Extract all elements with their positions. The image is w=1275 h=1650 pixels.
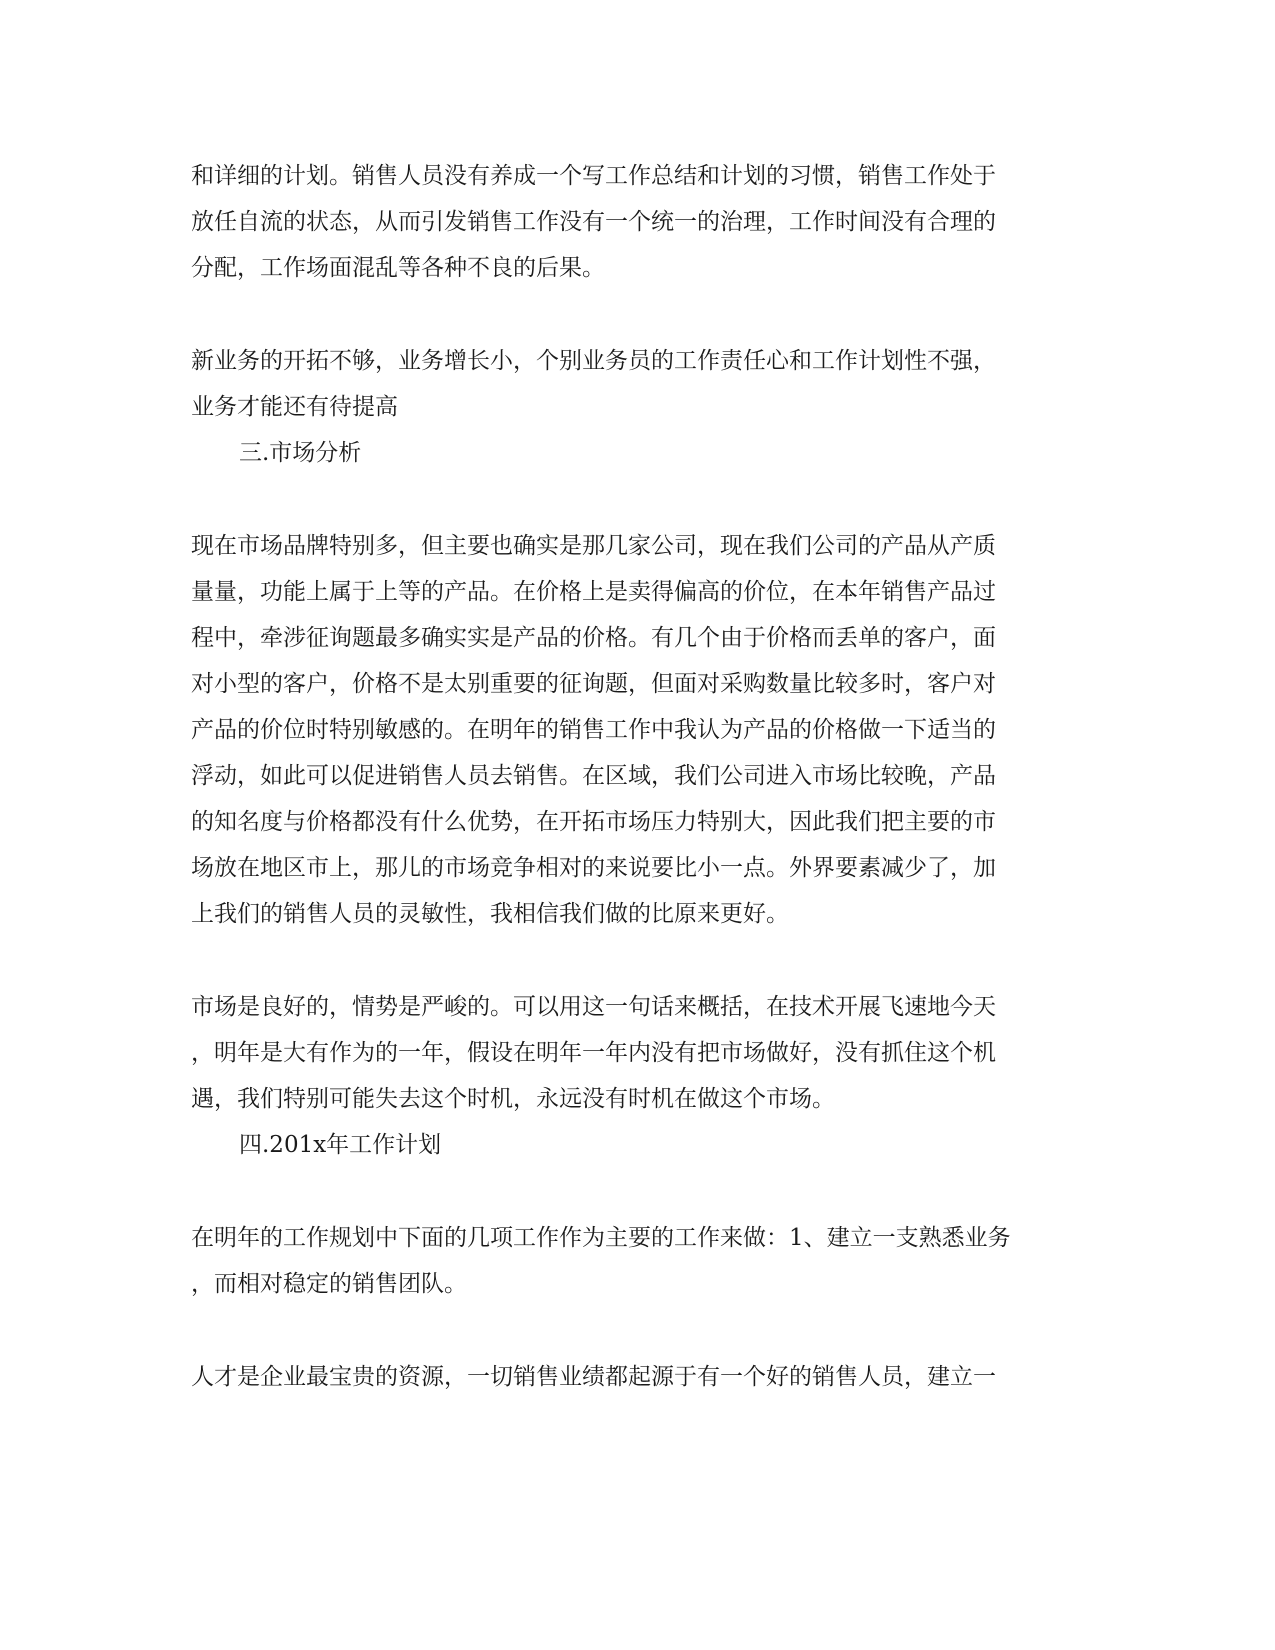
text-line: 场放在地区市上，那儿的市场竞争相对的来说要比小一点。外界要素减少了，加 [191, 855, 996, 881]
text-line: 现在市场品牌特别多，但主要也确实是那几家公司，现在我们公司的产品从产质 [191, 533, 996, 559]
text-line: 和详细的计划。销售人员没有养成一个写工作总结和计划的习惯，销售工作处于 [191, 163, 996, 189]
text-line: 上我们的销售人员的灵敏性，我相信我们做的比原来更好。 [191, 901, 789, 927]
text-line: 放任自流的状态，从而引发销售工作没有一个统一的治理，工作时间没有合理的 [191, 209, 996, 235]
text-line: ，而相对稳定的销售团队。 [191, 1271, 467, 1297]
text-line: 程中，牵涉征询题最多确实实是产品的价格。有几个由于价格而丢单的客户，面 [191, 625, 996, 651]
section-heading: 四.201x年工作计划 [239, 1132, 442, 1158]
text-line: 市场是良好的，情势是严峻的。可以用这一句话来概括，在技术开展飞速地今天 [191, 994, 996, 1020]
text-line: 产品的价位时特别敏感的。在明年的销售工作中我认为产品的价格做一下适当的 [191, 717, 996, 743]
text-line: 新业务的开拓不够，业务增长小，个别业务员的工作责任心和工作计划性不强， [191, 348, 996, 374]
text-line: 量量，功能上属于上等的产品。在价格上是卖得偏高的价位，在本年销售产品过 [191, 579, 996, 605]
text-line: 分配，工作场面混乱等各种不良的后果。 [191, 255, 605, 281]
text-line: 业务才能还有待提高 [191, 394, 398, 420]
text-line: 对小型的客户，价格不是太别重要的征询题，但面对采购数量比较多时，客户对 [191, 671, 996, 697]
text-line: 浮动，如此可以促进销售人员去销售。在区域，我们公司进入市场比较晚，产品 [191, 763, 996, 789]
text-line: 的知名度与价格都没有什么优势，在开拓市场压力特别大，因此我们把主要的市 [191, 809, 996, 835]
text-line: 遇，我们特别可能失去这个时机，永远没有时机在做这个市场。 [191, 1086, 835, 1112]
text-line: 人才是企业最宝贵的资源，一切销售业绩都起源于有一个好的销售人员，建立一 [191, 1364, 996, 1390]
text-line: 在明年的工作规划中下面的几项工作作为主要的工作来做：1、建立一支熟悉业务 [191, 1225, 1011, 1251]
section-heading: 三.市场分析 [239, 440, 362, 466]
text-line: ，明年是大有作为的一年，假设在明年一年内没有把市场做好，没有抓住这个机 [191, 1040, 996, 1066]
